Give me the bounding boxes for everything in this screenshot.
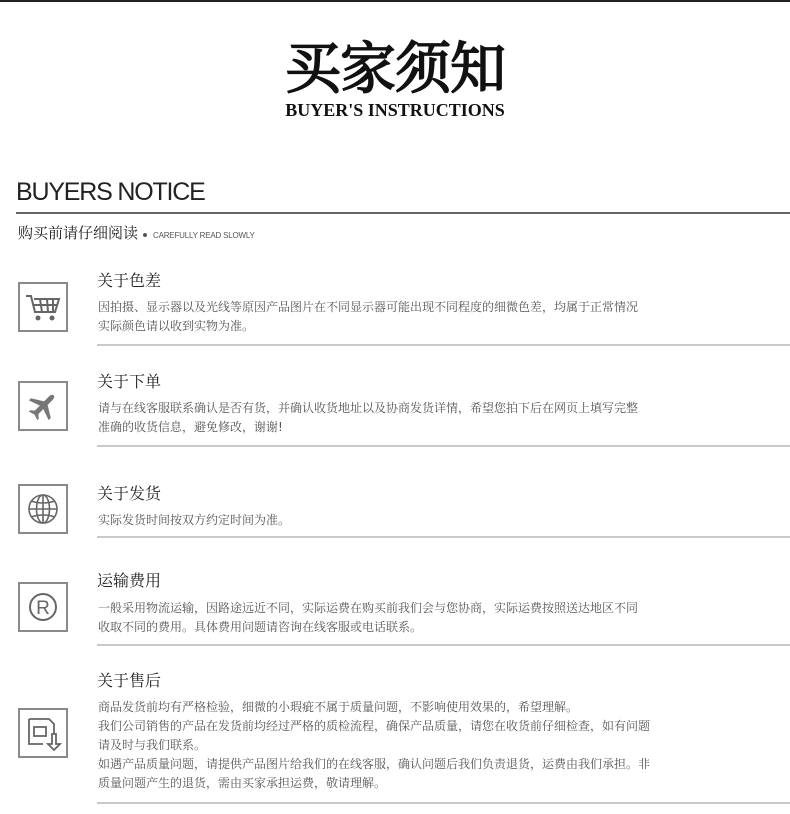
section-divider bbox=[97, 445, 790, 447]
section-title: 关于下单 bbox=[97, 372, 162, 391]
notice-subtitle bbox=[18, 222, 255, 244]
svg-text:R: R bbox=[36, 598, 50, 619]
page-subtitle: BUYER'S INSTRUCTIONS bbox=[285, 100, 505, 120]
section-title: 运输费用 bbox=[97, 571, 162, 590]
section-body bbox=[98, 511, 748, 530]
section-divider bbox=[97, 536, 790, 538]
section-text-line: 准确的收货信息，避免修改，谢谢! bbox=[98, 420, 283, 434]
section-title: 关于色差 bbox=[97, 271, 162, 290]
section-body bbox=[98, 399, 748, 437]
section-title: 关于发货 bbox=[97, 484, 162, 503]
section-text-line: 商品发货前均有严格检验，细微的小瑕疵不属于质量问题，不影响使用效果的，希望理解。 bbox=[98, 700, 579, 714]
globe-icon bbox=[18, 484, 68, 534]
section-title: 关于售后 bbox=[97, 671, 162, 690]
shopping-cart-icon bbox=[18, 282, 68, 332]
airplane-icon bbox=[18, 381, 68, 431]
page-title: 买家须知 bbox=[285, 37, 505, 102]
section-text-line: 如遇产品质量问题，请提供产品图片给我们的在线客服，确认问题后我们负责退货，运费由我们承担。非 bbox=[98, 757, 651, 771]
registered-icon bbox=[18, 582, 68, 632]
section-text-line: 收取不同的费用。具体费用问题请咨询在线客服或电话联系。 bbox=[98, 620, 423, 634]
section-divider bbox=[97, 644, 790, 646]
bullet-dot-icon bbox=[143, 233, 147, 237]
section-text-line: 质量问题产生的退货，需由买家承担运费，敬请理解。 bbox=[98, 776, 387, 790]
section-text-line: 实际发货时间按双方约定时间为准。 bbox=[98, 513, 291, 527]
section-text-line: 一般采用物流运输，因路途远近不同，实际运费在购买前我们会与您协商，实际运费按照送达地区不同 bbox=[98, 601, 639, 615]
section-body bbox=[98, 698, 748, 793]
section-body bbox=[98, 599, 748, 637]
return-package-icon bbox=[18, 708, 68, 758]
notice-subtitle-cn: 购买前请仔细阅读 bbox=[18, 224, 139, 242]
section-text-line: 我们公司销售的产品在发货前均经过严格的质检流程，确保产品质量，请您在收货前仔细检查，如有问题 bbox=[98, 719, 651, 733]
section-divider bbox=[97, 802, 790, 804]
section-text-line: 因拍摄、显示器以及光线等原因产品图片在不同显示器可能出现不同程度的细微色差，均属于正常情况 bbox=[98, 300, 639, 314]
notice-subtitle-en: CAREFULLY READ SLOWLY bbox=[153, 230, 255, 240]
section-text-line: 请及时与我们联系。 bbox=[98, 738, 207, 752]
notice-divider bbox=[16, 212, 790, 214]
section-text-line: 实际颜色请以收到实物为准。 bbox=[98, 319, 255, 333]
section-body bbox=[98, 298, 748, 336]
top-border-line bbox=[0, 0, 790, 2]
section-text-line: 请与在线客服联系确认是否有货，并确认收货地址以及协商发货详情，希望您拍下后在网页上填写完整 bbox=[98, 401, 639, 415]
section-divider bbox=[97, 344, 790, 346]
notice-heading: BUYERS NOTICE bbox=[16, 178, 205, 206]
